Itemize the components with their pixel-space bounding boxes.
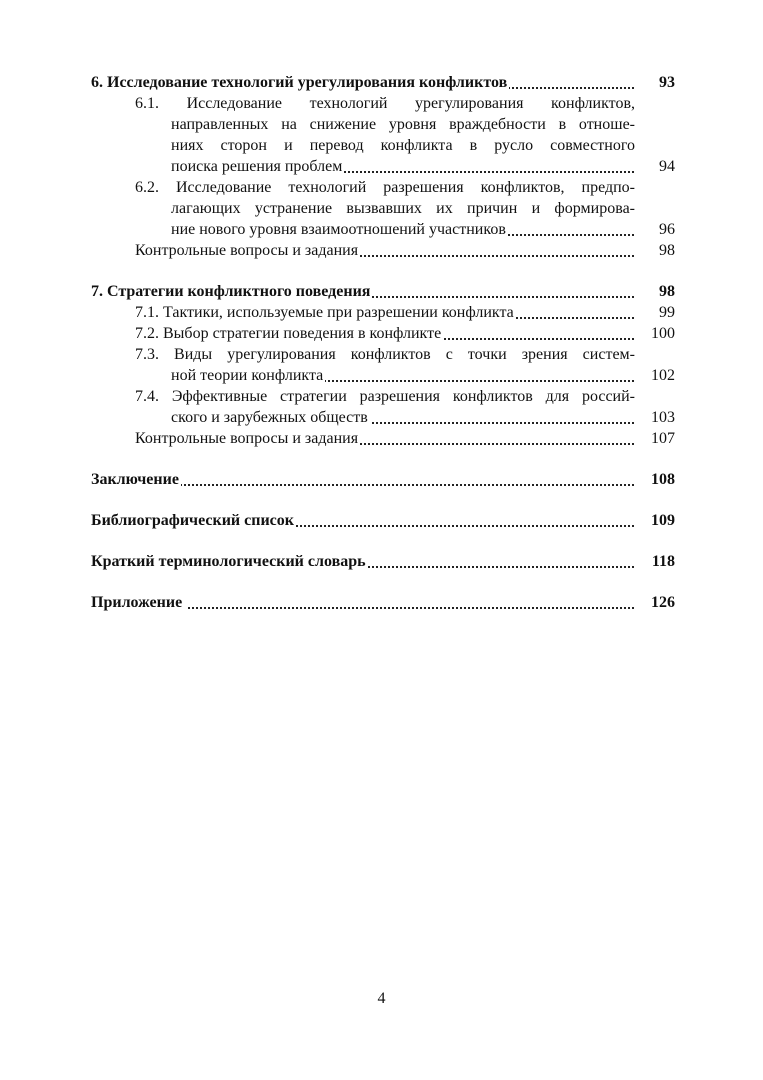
toc-entry-continuation <box>91 114 675 135</box>
toc-page-number: 94 <box>659 158 675 175</box>
toc-entry-title: 7. Стратегии конфликтного поведения <box>91 283 371 300</box>
spacer <box>91 531 675 551</box>
toc-entry-section-7-1[interactable] <box>91 302 675 323</box>
toc-page-number: 107 <box>651 430 675 447</box>
toc-entry-title-line: 7.3. Виды урегулирования конфликтов с точки зрения систем- <box>135 346 635 363</box>
toc-entry-title-line: 6.1. Исследование технологий урегулирования конфликтов, <box>135 95 635 112</box>
spacer <box>91 449 675 469</box>
toc-page-number: 93 <box>659 74 675 91</box>
toc-entry-section-7-4[interactable] <box>91 386 675 407</box>
toc-entry-section-6-1[interactable] <box>91 93 675 114</box>
toc-entry-title-line: ние нового уровня взаимоотношений участников <box>171 221 506 238</box>
toc-entry-title: 6. Исследование технологий урегулирования конфликтов <box>91 74 508 91</box>
toc-entry-chapter-7[interactable] <box>91 281 675 302</box>
toc-entry-questions-6[interactable] <box>91 240 675 261</box>
toc-page-number: 126 <box>651 594 675 611</box>
toc-entry-title: Краткий терминологический словарь <box>91 553 366 570</box>
toc-entry-title-line: лагающих устранение вызвавших их причин и формирова- <box>171 200 635 217</box>
toc-entry-title-line: ной теории конфликта <box>171 367 324 384</box>
toc-page-number: 100 <box>651 325 675 342</box>
toc-entry-section-6-2[interactable] <box>91 177 675 198</box>
spacer <box>91 490 675 510</box>
toc-entry-continuation <box>91 365 675 386</box>
toc-page-number: 118 <box>651 553 675 570</box>
toc-entry-continuation <box>91 156 675 177</box>
spacer <box>91 261 675 281</box>
toc-entry-bibliography[interactable] <box>91 510 675 531</box>
footer-page-number: 4 <box>377 990 386 1007</box>
toc-entry-continuation <box>91 198 675 219</box>
toc-entry-conclusion[interactable] <box>91 469 675 490</box>
toc-entry-title-line: 7.4. Эффективные стратегии разрешения конфликтов для россий- <box>135 388 635 405</box>
toc-entry-title-line: 6.2. Исследование технологий разрешения конфликтов, предпо- <box>135 179 635 196</box>
toc-page-number: 98 <box>659 242 675 259</box>
toc-entry-title: Контрольные вопросы и задания <box>135 430 359 447</box>
toc-entry-title: 7.2. Выбор стратегии поведения в конфликте <box>135 325 442 342</box>
table-of-contents <box>91 72 675 613</box>
toc-page-number: 109 <box>651 512 675 529</box>
toc-entry-glossary[interactable] <box>91 551 675 572</box>
toc-entry-questions-7[interactable] <box>91 428 675 449</box>
toc-page-number: 96 <box>659 221 675 238</box>
toc-page-number: 108 <box>651 471 675 488</box>
toc-entry-chapter-6[interactable] <box>91 72 675 93</box>
toc-entry-title: Контрольные вопросы и задания <box>135 242 359 259</box>
toc-page-number: 103 <box>651 409 675 426</box>
toc-entry-appendix[interactable] <box>91 592 675 613</box>
toc-entry-section-7-2[interactable] <box>91 323 675 344</box>
toc-page-number: 98 <box>659 283 675 300</box>
toc-entry-title-line: поиска решения проблем <box>171 158 343 175</box>
toc-entry-continuation <box>91 407 675 428</box>
toc-entry-continuation <box>91 135 675 156</box>
toc-entry-title-line: ниях сторон и перевод конфликта в русло совместного <box>171 137 635 154</box>
spacer <box>91 572 675 592</box>
toc-entry-section-7-3[interactable] <box>91 344 675 365</box>
toc-entry-continuation <box>91 219 675 240</box>
toc-entry-title-line: направленных на снижение уровня враждебности в отноше- <box>171 116 635 133</box>
toc-page-number: 99 <box>659 304 675 321</box>
toc-entry-title-line: ского и зарубежных обществ <box>171 409 368 426</box>
toc-page-number: 102 <box>651 367 675 384</box>
toc-entry-title: 7.1. Тактики, используемые при разрешении конфликта <box>135 304 514 321</box>
toc-entry-title: Библиографический список <box>91 512 294 529</box>
toc-entry-title: Заключение <box>91 471 179 488</box>
toc-entry-title: Приложение <box>91 592 188 613</box>
